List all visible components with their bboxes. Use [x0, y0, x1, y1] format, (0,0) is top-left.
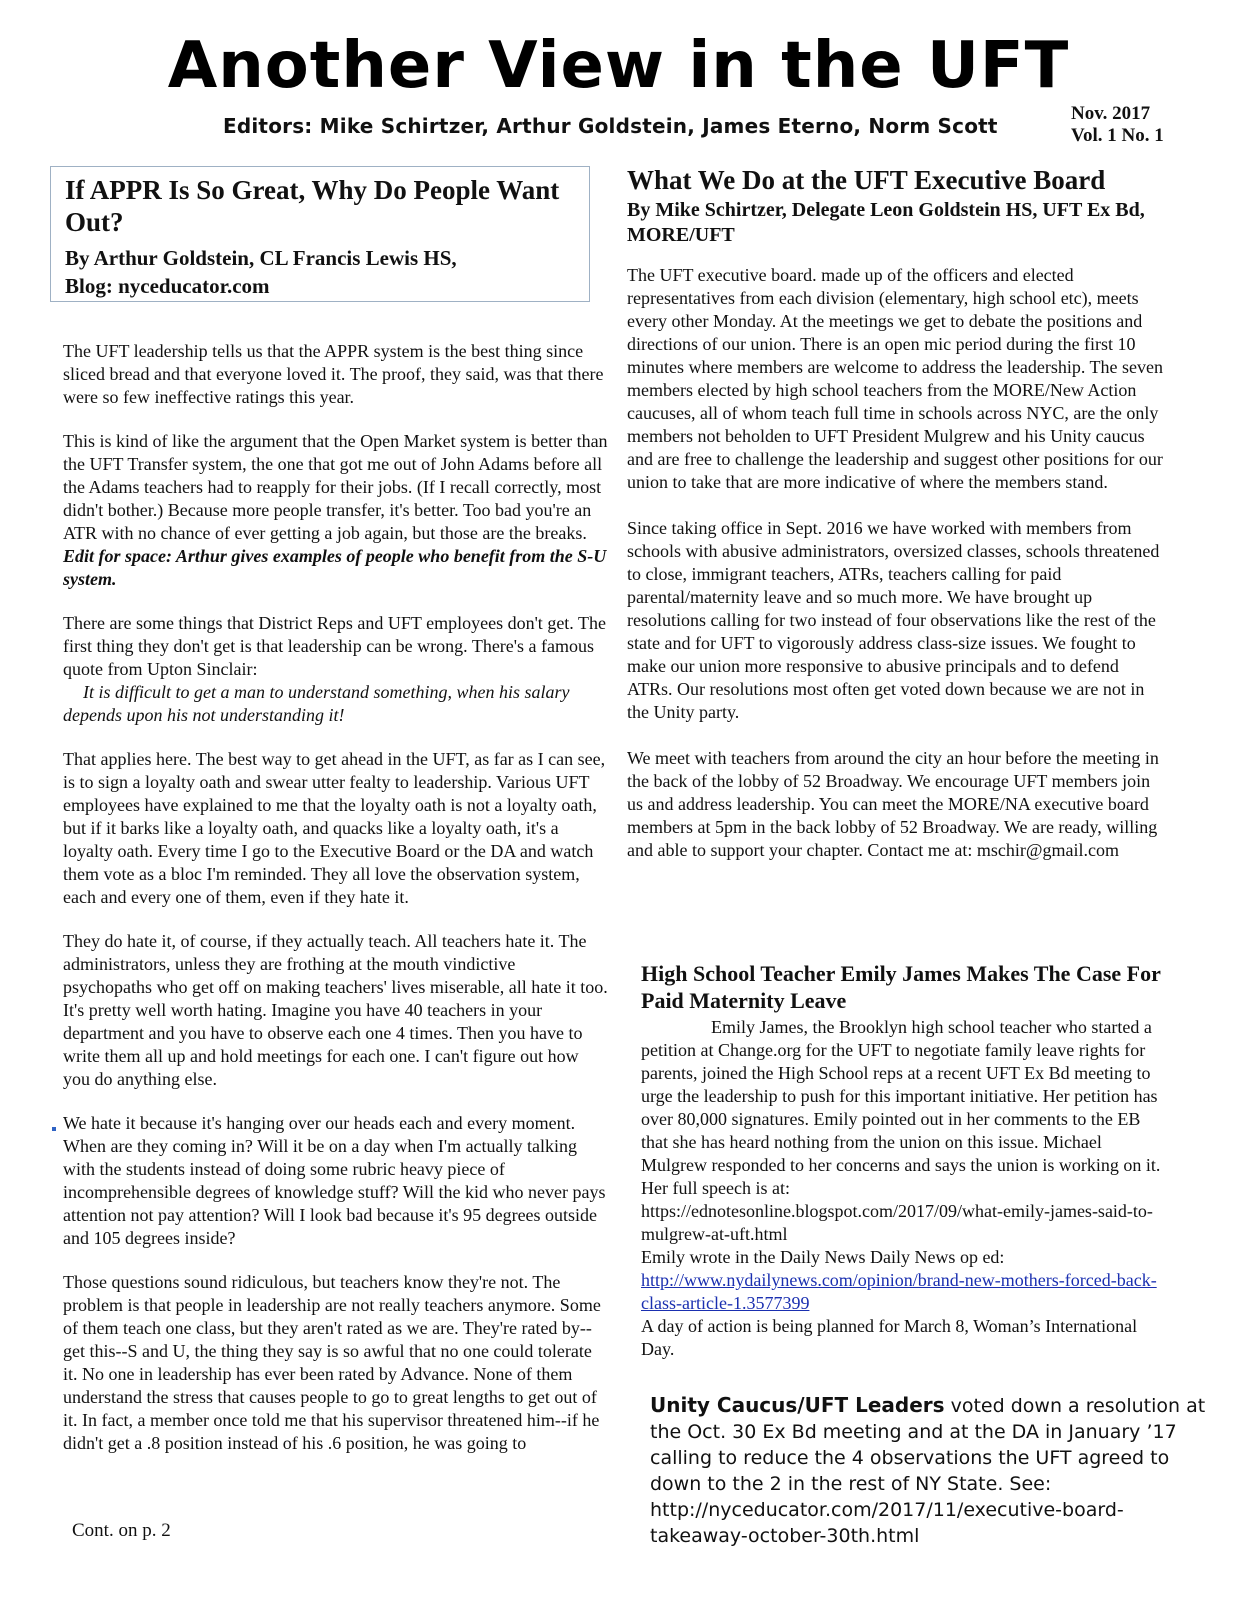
- left-article-header-box: [50, 166, 590, 302]
- continued-note: Cont. on p. 2: [72, 1520, 171, 1541]
- speech-url: https://ednotesonline.blogspot.com/2017/09/what-emily-james-said-to-mulgrew-at-uft.html: [641, 1201, 1153, 1244]
- left-byline-blog: Blog: nyceducator.com: [65, 274, 270, 298]
- emily-article-title: High School Teacher Emily James Makes The Case For Paid Maternity Leave: [641, 961, 1161, 1013]
- paragraph: Since taking office in Sept. 2016 we have worked with members from schools with abusive administrators, oversized classes, schools threatened to close, immigrant teachers, ATRs, teachers calling for paid parental/maternity leave and so much more. We have brought up resolutions calling for two instead of four observations like the rest of the state and for UFT to vigorously address class-size issues. We fought to make our union more responsive to abusive principals and to defend ATRs. Our resolutions most often get voted down because we are not in the Unity party.: [627, 518, 1160, 722]
- unity-lead: Unity Caucus/UFT Leaders: [650, 1393, 945, 1417]
- stray-mark: [52, 1127, 56, 1131]
- daily-news-link[interactable]: http://www.nydailynews.com/opinion/brand-new-mothers-forced-back-class-article-1.3577399: [641, 1270, 1157, 1313]
- paragraph-block: [63, 430, 608, 591]
- paragraph-block: [63, 612, 608, 727]
- paragraph: That applies here. The best way to get ahead in the UFT, as far as I can see, is to sign a loyalty oath and swear utter fealty to leadership. Various UFT employees have explained to me that the loyalty oath is not a loyalty oath, but if it barks like a loyalty oath, and quacks like a loyalty oath, it's a loyalty oath. Every time I go to the Executive Board or the DA and watch them vote as a bloc I'm reminded. They all love the observation system, each and every one of them, even if they hate it.: [63, 749, 606, 907]
- unity-caucus-blurb: [650, 1392, 1210, 1549]
- issue-volume: Vol. 1 No. 1: [1071, 125, 1164, 146]
- paragraph: This is kind of like the argument that the Open Market system is better than the UFT Transfer system, the one that got me out of John Adams before all the Adams teachers had to reapply for their jobs. (If I recall correctly, most didn't bother.) Because more people transfer, it's better. Too bad you're an ATR with no chance of ever getting a job again, but those are the breaks.: [63, 431, 608, 543]
- left-article-title: If APPR Is So Great, Why Do People Want Out?: [65, 175, 560, 237]
- paragraph: A day of action is being planned for March 8, Woman’s International Day.: [641, 1316, 1138, 1359]
- paragraph: The UFT executive board. made up of the officers and elected representatives from each division (elementary, high school etc), meets every other Monday. At the meetings we get to debate the positions and directions of our union. There is an open mic period during the first 10 minutes where members are welcome to address the leadership. The seven members elected by high school teachers from the MORE/New Action caucuses, all of whom teach full time in schools across NYC, are the only members not beholden to UFT President Mulgrew and his Unity caucus and are free to challenge the leadership and suggest other positions for our union to take that are more indicative of where the members stand.: [627, 265, 1163, 492]
- left-article-body: [63, 340, 608, 1476]
- emily-article: [641, 960, 1161, 1361]
- issue-info: [1071, 103, 1164, 147]
- edit-note: Edit for space: Arthur gives examples of people who benefit from the S-U system.: [63, 546, 607, 589]
- emily-article-body: [641, 1016, 1161, 1361]
- paragraph: Emily wrote in the Daily News Daily News op ed:: [641, 1247, 1005, 1267]
- paragraph: They do hate it, of course, if they actually teach. All teachers hate it. The administrators, unless they are frothing at the mouth vindictive psychopaths who get off on making teachers' lives miserable, all hate it too. It's pretty well worth hating. Imagine you have 40 teachers in your department and you have to observe each one 4 times. Then you have to write them all up and hold meetings for each one. I can't figure out how you do anything else.: [63, 931, 608, 1089]
- right-article-byline: By Mike Schirtzer, Delegate Leon Goldstein HS, UFT Ex Bd, MORE/UFT: [627, 199, 1145, 246]
- paragraph: We meet with teachers from around the city an hour before the meeting in the back of the lobby of 52 Broadway. We encourage UFT members join us and address leadership. You can meet the MORE/NA executive board members at 5pm in the back lobby of 52 Broadway. We are ready, willing and able to support your chapter. Contact me at: mschir@gmail.com: [627, 748, 1159, 860]
- right-article-body: [627, 264, 1167, 883]
- paragraph: The UFT leadership tells us that the APPR system is the best thing since sliced bread and that everyone loved it. The proof, they said, was that there were so few ineffective ratings this year.: [63, 341, 604, 407]
- paragraph: Those questions sound ridiculous, but teachers know they're not. The problem is that people in leadership are not really teachers anymore. Some of them teach one class, but they aren't rated as we are. They're rated by--get this--S and U, the thing they say is so awful that no one could tolerate it. No one in leadership has ever been rated by Advance. None of them understand the stress that causes people to go to great lengths to get out of it. In fact, a member once told me that his supervisor threatened him--if he didn't get a .8 position instead of his .6 position, he was going to: [63, 1272, 601, 1453]
- sinclair-quote: It is difficult to get a man to understand something, when his salary depends upon his not understanding it!: [63, 682, 570, 725]
- right-article-title: What We Do at the UFT Executive Board: [627, 165, 1106, 195]
- paragraph: There are some things that District Reps and UFT employees don't get. The first thing they don't get is that leadership can be wrong. There's a famous quote from Upton Sinclair:: [63, 613, 606, 679]
- paragraph: We hate it because it's hanging over our heads each and every moment. When are they coming in? Will it be on a day when I'm actually talking with the students instead of doing some rubric heavy piece of incomprehensible degrees of knowledge stuff? Will the kid who never pays attention not pay attention? Will I look bad because it's 95 degrees outside and 105 degrees inside?: [63, 1113, 606, 1248]
- newsletter-title: Another View in the UFT: [167, 29, 1070, 103]
- issue-date: Nov. 2017: [1071, 103, 1151, 124]
- paragraph: Emily James, the Brooklyn high school teacher who started a petition at Change.org for the UFT to negotiate family leave rights for parents, joined the High School reps at a recent UFT Ex Bd meeting to urge the leadership to push for this important initiative. Her petition has over 80,000 signatures. Emily pointed out in her comments to the EB that she has heard nothing from the union on this issue. Michael Mulgrew responded to her concerns and says the union is working on it. Her full speech is at:: [641, 1017, 1161, 1198]
- right-article-header: [627, 164, 1167, 248]
- left-byline-author: By Arthur Goldstein, CL Francis Lewis HS,: [65, 246, 457, 270]
- left-article-byline: [65, 244, 575, 300]
- editors-line: Editors: Mike Schirtzer, Arthur Goldstein, James Eterno, Norm Scott: [223, 114, 998, 138]
- unity-text: voted down a resolution at the Oct. 30 Ex Bd meeting and at the DA in January ’17 calling to reduce the 4 observations the UFT agreed to down to the 2 in the rest of NY State. See: http://nyceducator.com/2017/11/executive-board-takeaway-october-30th.html: [650, 1395, 1206, 1547]
